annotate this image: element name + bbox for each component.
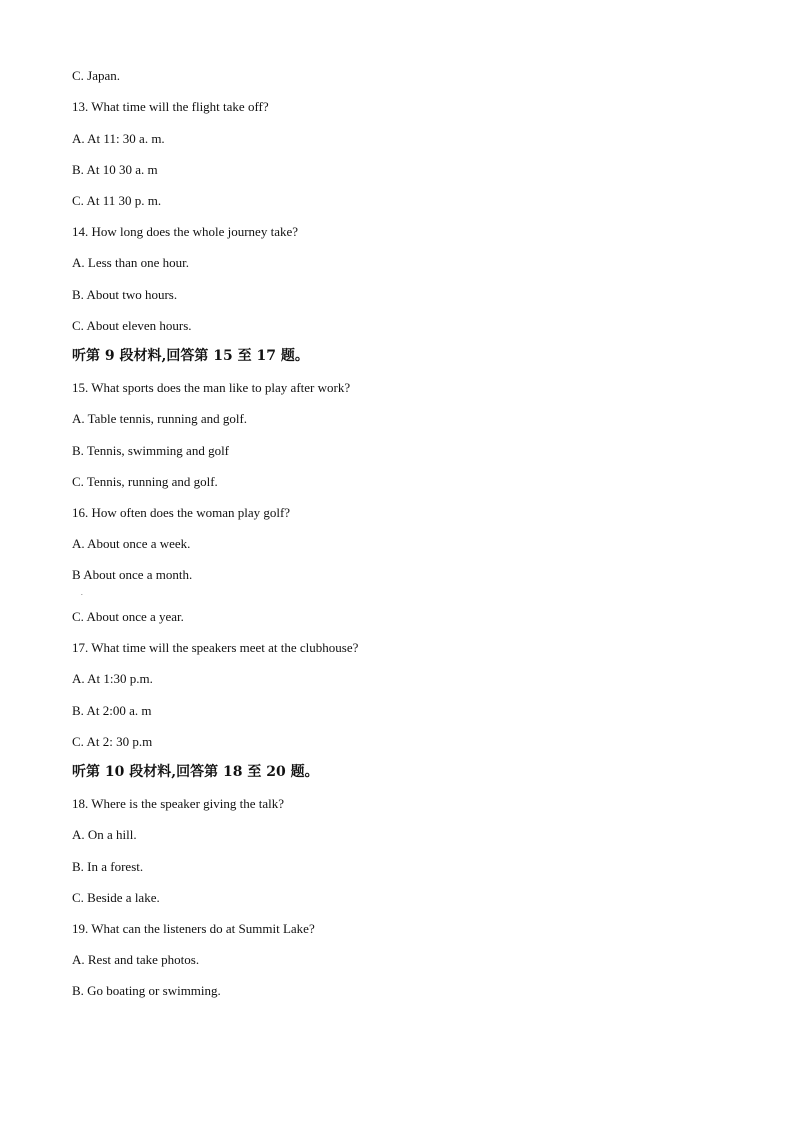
answer-option: B About once a month.: [72, 567, 193, 582]
answer-option: B. At 2:00 a. m: [72, 703, 152, 718]
answer-option: C. Japan.: [72, 68, 121, 83]
answer-option: A. At 11: 30 a. m.: [72, 131, 165, 146]
stray-dot: .: [81, 589, 83, 597]
answer-option: A. Rest and take photos.: [72, 952, 200, 967]
question-text: 17. What time will the speakers meet at the clubhouse?: [72, 640, 359, 655]
answer-option: B. Tennis, swimming and golf: [72, 443, 230, 458]
answer-option: A. About once a week.: [72, 536, 191, 551]
answer-option: A. On a hill.: [72, 827, 137, 842]
answer-option: A. Less than one hour.: [72, 255, 189, 270]
answer-option: C. Beside a lake.: [72, 890, 160, 905]
answer-option: A. At 1:30 p.m.: [72, 671, 153, 686]
section-heading: 听第 10 段材料,回答第 18 至 20 题。: [72, 764, 319, 780]
section-heading: 听第 9 段材料,回答第 15 至 17 题。: [72, 348, 309, 364]
answer-option: A. Table tennis, running and golf.: [72, 411, 248, 426]
answer-option: C. Tennis, running and golf.: [72, 474, 218, 489]
answer-option: B. In a forest.: [72, 859, 144, 874]
answer-option: C. About once a year.: [72, 609, 184, 624]
answer-option: C. About eleven hours.: [72, 318, 192, 333]
question-text: 16. How often does the woman play golf?: [72, 505, 291, 520]
answer-option: B. About two hours.: [72, 287, 178, 302]
answer-option: C. At 11 30 p. m.: [72, 193, 162, 208]
question-text: 14. How long does the whole journey take?: [72, 224, 299, 239]
question-text: 13. What time will the flight take off?: [72, 99, 269, 114]
answer-option: B. At 10 30 a. m: [72, 162, 158, 177]
answer-option: C. At 2: 30 p.m: [72, 734, 153, 749]
question-text: 19. What can the listeners do at Summit Lake?: [72, 921, 315, 936]
question-text: 18. Where is the speaker giving the talk?: [72, 796, 285, 811]
answer-option: B. Go boating or swimming.: [72, 983, 221, 998]
question-text: 15. What sports does the man like to play after work?: [72, 380, 351, 395]
